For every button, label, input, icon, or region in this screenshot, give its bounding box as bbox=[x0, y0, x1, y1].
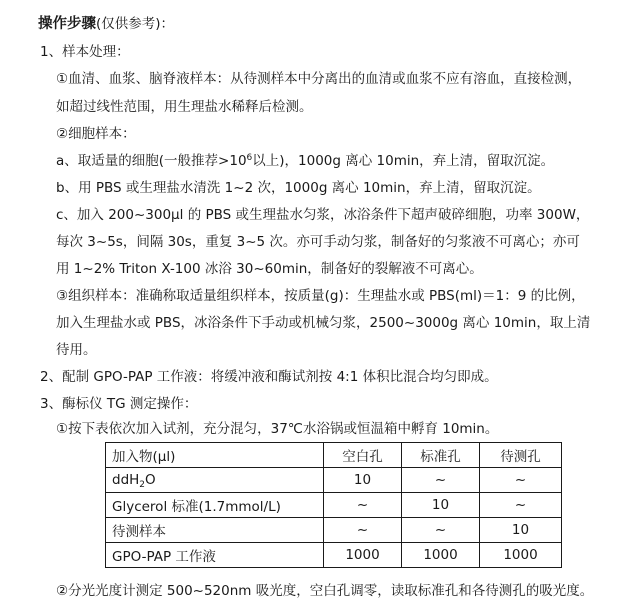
reagent-name-2: O bbox=[145, 472, 156, 488]
cell-step-a bbox=[56, 151, 554, 171]
heading-main: 操作步骤 bbox=[38, 16, 96, 32]
table-row bbox=[106, 518, 562, 543]
tissue-sample-line-3: 待用。 bbox=[56, 342, 97, 358]
heading-sub: (仅供参考)： bbox=[96, 16, 175, 32]
reagent-name: ddH bbox=[112, 472, 140, 488]
table-cell-label: 待测样本 bbox=[106, 518, 324, 543]
table-cell: ~ bbox=[480, 493, 562, 518]
tissue-sample-line-2: 加入生理盐水或 PBS，冰浴条件下手动或机械匀浆，2500~3000g 离心 10min，取上清 bbox=[56, 315, 591, 331]
cell-sample-title: ②细胞样本： bbox=[56, 126, 136, 142]
serum-sample-line-2: 如超过线性范围，用生理盐水稀释后检测。 bbox=[56, 99, 313, 115]
table-cell: 10 bbox=[480, 518, 562, 543]
step-1-title: 1、样本处理： bbox=[40, 44, 130, 60]
cell-step-a-text-2: 以上)，1000g 离心 10min，弃上清，留取沉淀。 bbox=[252, 153, 555, 169]
cell-step-b: b、用 PBS 或生理盐水清洗 1~2 次，1000g 离心 10min，弃上清，留取沉淀。 bbox=[56, 180, 541, 196]
subscript: 2 bbox=[139, 480, 146, 490]
table-cell-label bbox=[106, 468, 324, 493]
table-cell: 10 bbox=[324, 468, 402, 493]
table-row bbox=[106, 543, 562, 568]
table-cell-label: Glycerol 标准(1.7mmol/L) bbox=[106, 493, 324, 518]
table-cell: 1000 bbox=[402, 543, 480, 568]
tissue-sample-line-1: ③组织样本：准确称取适量组织样本，按质量(g)：生理盐水或 PBS(ml)＝1：9 的比例， bbox=[56, 288, 585, 304]
reagent-table bbox=[105, 442, 562, 568]
table-cell: 1000 bbox=[324, 543, 402, 568]
table-header: 待测孔 bbox=[480, 443, 562, 468]
table-header-row bbox=[106, 443, 562, 468]
table-cell: ~ bbox=[402, 468, 480, 493]
table-header: 加入物(μl) bbox=[106, 443, 324, 468]
table-cell-label: GPO-PAP 工作液 bbox=[106, 543, 324, 568]
cell-step-c-line-1: c、加入 200~300μl 的 PBS 或生理盐水匀浆，冰浴条件下超声破碎细胞，功率 300W， bbox=[56, 207, 590, 223]
step-2-text: 2、配制 GPO-PAP 工作液：将缓冲液和酶试剂按 4:1 体积比混合均匀即成。 bbox=[40, 369, 498, 385]
exponent: 6 bbox=[246, 153, 253, 163]
table-cell: ~ bbox=[402, 518, 480, 543]
step-3-title: 3、酶标仪 TG 测定操作： bbox=[40, 396, 198, 412]
table-cell: ~ bbox=[324, 518, 402, 543]
cell-step-a-text: a、取适量的细胞(一般推荐>10 bbox=[56, 153, 247, 169]
table-cell: ~ bbox=[324, 493, 402, 518]
table-cell: 1000 bbox=[480, 543, 562, 568]
table-row bbox=[106, 468, 562, 493]
section-heading bbox=[38, 14, 174, 34]
plate-step-2: ②分光光度计测定 500~520nm 吸光度，空白孔调零，读取标准孔和各待测孔的吸光度。 bbox=[56, 583, 594, 599]
cell-step-c-line-2: 每次 3~5s，间隔 30s，重复 3~5 次。亦可手动匀浆，制备好的匀浆液不可离心；亦可 bbox=[56, 234, 580, 250]
cell-step-c-line-3: 用 1~2% Triton X-100 冰浴 30~60min，制备好的裂解液不可离心。 bbox=[56, 261, 483, 277]
serum-sample-line-1: ①血清、血浆、脑脊液样本：从待测样本中分离出的血清或血浆不应有溶血，直接检测， bbox=[56, 71, 582, 87]
table-row bbox=[106, 493, 562, 518]
plate-step-1: ①按下表依次加入试剂，充分混匀，37℃水浴锅或恒温箱中孵育 10min。 bbox=[56, 421, 499, 437]
table-cell: ~ bbox=[480, 468, 562, 493]
table-header: 空白孔 bbox=[324, 443, 402, 468]
table-cell: 10 bbox=[402, 493, 480, 518]
table-header: 标准孔 bbox=[402, 443, 480, 468]
